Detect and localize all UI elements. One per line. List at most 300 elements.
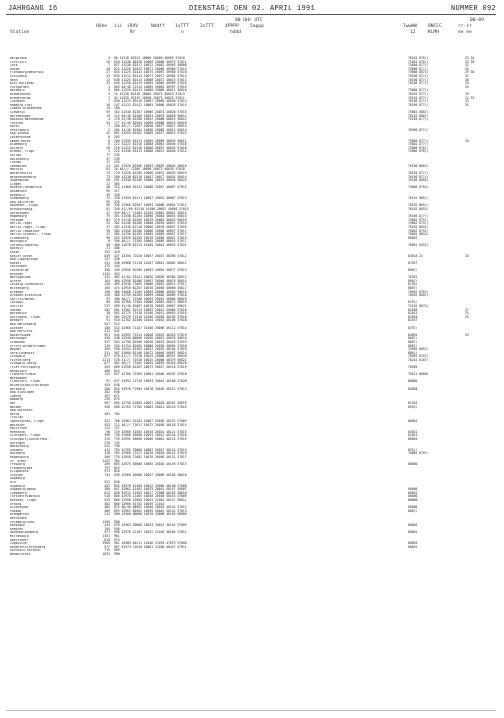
period-label: 00-09 (470, 18, 484, 23)
obs-groups: 836 42960 40000 10057 20009 40148 58010 (114, 472, 187, 477)
obs-groups: 406 (114, 246, 120, 251)
obs-groups: 379 41740 82205 10079 20081 40053 56019 (114, 217, 187, 222)
station-name: Dresden (10, 290, 24, 294)
station-height: 21 (106, 163, 110, 168)
issue-number: NUMMER 092 (450, 5, 496, 13)
extra-groups: 28 (465, 138, 469, 143)
obs-groups: 967 42974 21610 10061 21020 48447 57011 (114, 544, 187, 549)
obs-groups: 180 46/// 72507 10090 20077 40027 56014 (114, 124, 187, 129)
weather-groups: 76342 (408, 275, 418, 280)
station-name: Mannheim (10, 430, 25, 434)
weather-groups: 76062 8652/ (408, 232, 429, 237)
station-name: Köln/Bonn, Flugh. (10, 315, 42, 319)
extra-groups: 29 (465, 81, 469, 86)
station-name: Meiningen (10, 337, 27, 341)
station-height: 77 (106, 153, 110, 158)
station-name: Trollay (10, 416, 24, 420)
weather-groups: 76062 8752/ (408, 228, 429, 233)
weather-groups: 8607/ (408, 268, 418, 273)
station-height: 356 (104, 268, 110, 273)
weather-groups: 80000 (408, 379, 418, 384)
obs-groups: 532 42960 72107 10108 20056 40112 57014 (114, 325, 187, 330)
station-height: 42 (106, 131, 110, 136)
obs-groups: 515 (114, 321, 120, 326)
station-name: Fichtelberg (10, 358, 31, 362)
station-name: Neubulach (10, 369, 27, 373)
obs-groups: 552 42756 82506 10030 20023 48416 57019 (114, 339, 187, 344)
station-name: Feldberg/Schw. (10, 520, 37, 524)
obs-groups: 383 41346 82110 10086 20070 40057 57016 (114, 224, 187, 229)
weather-groups: 80000 (408, 494, 418, 499)
obs-groups: 875 40/40 08902 10048 20033 40142 57012 (114, 505, 187, 510)
obs-groups: 022 41220 82622 10071 20066 40960 57012 (114, 66, 187, 71)
station-height: 67 (106, 314, 110, 319)
weather-groups: 87037 (408, 260, 418, 265)
station-name: List/Sylt (10, 60, 27, 64)
weather-groups: 84032 (408, 332, 418, 337)
obs-groups: 317 (114, 188, 120, 193)
obs-groups: 496 42760 72304 10086 20062 40072 58019 (114, 300, 187, 305)
obs-groups: 750 (114, 444, 120, 449)
station-height: 734 (104, 472, 110, 477)
station-name: Kiel-Holtenau (10, 82, 35, 86)
station-height: 202 (104, 307, 110, 312)
station-height: 973 (104, 469, 110, 474)
station-height: 16 (106, 102, 110, 107)
extra-groups: 29 (465, 91, 469, 96)
obs-groups: 490 46/// 72206 10093 20051 40080 58019 (114, 296, 187, 301)
station-height: 363 (104, 411, 110, 416)
station-name: Angermünde (10, 179, 29, 183)
station-height: 937 (104, 339, 110, 344)
extra-groups: 25 34 (465, 56, 475, 60)
station-name: Nörvenich (10, 312, 27, 316)
station-height: 480 (104, 368, 110, 373)
station-name: Seehausen (10, 164, 27, 168)
station-height: 7 (108, 124, 110, 129)
obs-groups: 688 42763 71705 10083 20011 40116 57015 (114, 404, 187, 409)
station-height: 276 (104, 440, 110, 445)
obs-groups: 382 41346 82206 10080 20070 40057 57019 (114, 221, 187, 226)
extra-groups: 35 (465, 66, 469, 71)
footer-rule (6, 710, 496, 711)
obs-groups: 035 41212 82414 10077 20071 40984 57013 (114, 73, 187, 78)
station-name: Berus (10, 412, 20, 416)
station-name: Karlsruhe (10, 427, 27, 431)
station-name: Hannover, Flugh. (10, 204, 40, 208)
weather-groups: 81501 (408, 401, 418, 405)
obs-groups: 838 (114, 480, 120, 485)
station-height: 877 (104, 354, 110, 359)
station-height: 239 (104, 397, 110, 402)
obs-groups: 177 41/40 82504 10090 20068 40015 56016 (114, 120, 187, 125)
obs-groups: 338 41560 82507 10093 20066 40054 57012 (114, 203, 187, 208)
obs-groups: 066 41225 82413 10080 20069 40011 56016 (114, 88, 187, 93)
obs-groups: 671 (114, 393, 120, 398)
weather-groups: 8/03/ (408, 282, 418, 287)
extra-groups: 29 36 (465, 70, 475, 75)
obs-groups: 046 41250 82415 10085 20064 40989 57016 (114, 81, 187, 86)
station-name: Cuxhaven (10, 100, 25, 104)
station-height: 47 (106, 210, 110, 215)
obs-groups: 253 (114, 160, 120, 165)
station-name: Wiesbaden (10, 376, 27, 380)
weather-groups: 8607/ (408, 286, 418, 290)
weather-groups: 80003 (408, 541, 418, 546)
obs-groups: 460 42956 82406 10097 20048 40076 56015 (114, 278, 187, 283)
station-name: Neubrandenburg (10, 175, 37, 179)
station-height: 839 (104, 253, 110, 258)
station-name: Dresden-Klotzsche (10, 294, 42, 298)
station-height: 6 (108, 135, 110, 140)
station-name: Weiden (10, 405, 22, 409)
station-name: Hof (10, 402, 16, 405)
station-name: Passau (10, 509, 22, 513)
obs-groups: 803 42975 50000 10065 20020 40149 57013 (114, 462, 187, 467)
station-name: Weimar (10, 348, 22, 352)
station-height: 413 (104, 447, 110, 452)
station-height: 315 (104, 436, 110, 441)
station-height: 529 (104, 498, 110, 503)
station-name: Barth (10, 125, 20, 129)
weather-groups: 76166 877// (408, 77, 429, 82)
station-name: Coburg (10, 394, 22, 398)
weather-groups: 76165 877// (408, 171, 429, 175)
station-height: 623 (104, 490, 110, 495)
station-name: Teterow (10, 121, 24, 125)
obs-groups: 858 42915 51903 10017 21008 40163 58010 (114, 490, 187, 495)
obs-groups: 544 42955 72314 10040 20025 48416 57019 (114, 332, 187, 337)
col-sub-12: 12 (410, 30, 416, 35)
station-height: 50 (106, 228, 110, 233)
station-height: 95 (106, 199, 110, 204)
obs-groups: 361 41540 82204 10098 20083 40054 56015 (114, 214, 187, 219)
extra-groups: 30 (465, 77, 469, 82)
station-height: 7 (108, 95, 110, 100)
station-height: 282 (104, 390, 110, 395)
weather-groups: 76162 8887/ (408, 113, 429, 118)
station-name: Hamburg-Fuhl. (10, 103, 35, 107)
station-height: 567 (104, 401, 110, 405)
station-height: 231 (104, 260, 110, 265)
obs-groups: 866 42950 42005 10043 21002 40147 58011 (114, 498, 187, 503)
station-name: Emden-Hafen (10, 139, 31, 143)
obs-groups: 727 (114, 426, 120, 431)
weather-groups: 75866 876// (408, 145, 429, 150)
station-name: Essen (10, 251, 20, 255)
weather-groups: 80001 (408, 530, 418, 535)
weather-groups: 80001 (408, 544, 418, 549)
station-name: Lingen (10, 182, 22, 186)
date-label: DIENSTAG; DEN 02. APRIL 1991 (188, 5, 316, 13)
station-height: 877 (104, 361, 110, 366)
obs-groups: 685 42758 61805 10057 20020 40107 58019 (114, 401, 187, 405)
obs-groups: 170 41/40 82306 10092 20066 40015 58012 (114, 117, 187, 122)
station-height: 1490 (102, 519, 110, 524)
station-height: 318 (104, 451, 110, 456)
obs-groups: 315 41460 83312 10088 20047 40067 57015 (114, 185, 187, 190)
station-height: 112 (104, 426, 110, 431)
weather-groups: 75862 8887/ (408, 109, 429, 114)
obs-groups: 385 41756 82105 10085 20083 40057 57017 (114, 232, 187, 237)
obs-groups: 474 42950 82207 10076 20056 40060 56017 (114, 286, 187, 290)
weather-groups: 70505 (408, 365, 418, 370)
station-height: 40 (106, 242, 110, 247)
station-name: Nordholz (10, 89, 25, 93)
station-name: Lüchow (10, 161, 22, 165)
obs-groups: 542 (114, 329, 120, 334)
obs-groups: 900 42960 00000 10070 20008 40163 58005 (114, 512, 187, 517)
station-name: Würzburg (10, 387, 25, 391)
station-name: Bad Lippspringe (10, 258, 38, 262)
station-name: Konstanz (10, 524, 25, 528)
station-height: 56 (106, 178, 110, 183)
station-height: 265 (104, 365, 110, 370)
station-name: Aachen (10, 308, 22, 312)
obs-groups: 555 42754 82605 10080 20036 40094 57018 (114, 343, 187, 348)
station-height: 98 (106, 235, 110, 240)
obs-groups: 235 (114, 153, 120, 158)
obs-groups: 868 42966 61702 10039 21014 (114, 501, 165, 506)
station-height: 1832 (102, 551, 110, 556)
extra-groups: 21 35 (465, 95, 475, 100)
station-name: Schöneberg (10, 197, 29, 201)
obs-groups: 729 42960 51504 10070 20024 40121 57015 (114, 429, 187, 434)
col-ppp: 4PPPP (225, 24, 239, 29)
station-height: 453 (104, 383, 110, 388)
station-height: 396 (104, 433, 110, 438)
station-height: 97 (106, 296, 110, 301)
extra-groups: 23 36 (465, 59, 475, 64)
extra-groups: 27 (465, 307, 469, 312)
station-height: 357 (104, 393, 110, 398)
weather-groups: 8707/ (408, 325, 418, 330)
weather-groups: 8791/ (408, 300, 418, 305)
station-name: Waren/Müritz (10, 172, 33, 175)
weather-groups: 8553/ (408, 404, 418, 409)
obs-groups: 855 42970 61405 10022 20006 40148 57008 (114, 483, 187, 488)
weather-groups: 70062 8707/ (408, 451, 429, 456)
station-height: 220 (104, 293, 110, 298)
weather-groups: 71052 876// (408, 59, 429, 64)
station-height: 264 (104, 347, 110, 352)
station-height: 518 (104, 494, 110, 499)
station-name: Altenstadt (10, 506, 29, 510)
station-name: Kassel (10, 261, 22, 265)
col-station: Station (10, 30, 30, 35)
station-height: 91 (106, 379, 110, 384)
station-height: 37 (106, 224, 110, 229)
weather-groups: 80000 (408, 487, 418, 492)
station-height: 366 (104, 454, 110, 459)
obs-groups: 582 46/// 72402 10055 20039 48416 56020 (114, 361, 187, 366)
weather-groups: 76166 8602/ (408, 178, 429, 183)
weather-groups: 875// (408, 447, 418, 452)
obs-groups: 162 41340 82307 10086 20073 40028 57015 (114, 109, 187, 114)
col-sub-rr: Rr (130, 30, 136, 35)
obs-groups: 218 41322 82316 10086 20072 40034 57016 (114, 145, 187, 150)
station-height: 95 (106, 188, 110, 193)
obs-groups: 444 (114, 264, 120, 269)
station-height: 1301 (102, 533, 110, 538)
station-name: Augsburg/Donau (10, 488, 37, 492)
station-height: 81 (106, 217, 110, 222)
station-height: 56 (106, 203, 110, 208)
weather-groups: 83618 21 (408, 253, 423, 258)
station-height: 22 (106, 181, 110, 186)
station-height: 8 (108, 138, 110, 143)
extra-groups: 25 (465, 314, 469, 319)
station-height: 186 (104, 325, 110, 330)
weather-groups: 80001 (408, 490, 418, 495)
weather-groups: 70562 8157/ (408, 354, 429, 359)
station-height: 150 (104, 289, 110, 294)
station-name: Zinnwald-Georg. (10, 362, 38, 366)
obs-groups: 637 42760 72305 10081 20040 40107 57018 (114, 372, 187, 377)
station-name: Leipzig-Schkeuditz (10, 283, 44, 287)
obs-groups: 739 42955 50000 10066 20001 40124 57015 (114, 436, 187, 441)
station-height: 409 (104, 508, 110, 513)
station-name: Wernigerode (10, 276, 31, 280)
obs-groups: 438 42960 72110 10107 20041 40082 56012 (114, 260, 187, 265)
station-name: Regensburg (10, 455, 29, 459)
obs-groups: 027 41230 82517 10072 20052 40983 58008 (114, 63, 187, 68)
weather-groups: 76166 877// (408, 81, 429, 86)
weather-groups: 76162 885// (408, 196, 429, 201)
obs-groups: 712 46/// 72617 10072 20036 40118 57013 (114, 422, 187, 427)
weather-groups: 76366 877// (408, 127, 429, 132)
obs-groups: 578 41/// 72518 10025 20006 48379 56022 (114, 357, 187, 362)
station-name: Helgoland (10, 57, 27, 60)
obs-groups: 501 42981 52314 10092 20012 40066 57016 (114, 307, 187, 312)
obs-groups: 200 41335 82411 10085 20069 40033 58011 (114, 138, 187, 143)
obs-groups: 359 46/// 72404 10105 20061 40051 56013 (114, 210, 187, 215)
weather-groups: 75862 877// (408, 142, 429, 147)
station-name: Schmücke (10, 340, 25, 344)
weather-groups: 82810 (408, 314, 418, 319)
obs-groups: 030 41225 82416 10087 20069 40026 57013 (114, 99, 187, 104)
weather-groups: 75866 87/// (408, 66, 429, 71)
extra-groups: 31 (465, 73, 469, 78)
weather-groups: 72162 8672/ (408, 303, 429, 308)
obs-groups: 280 41230 82310 10087 20077 40026 56014 (114, 174, 187, 179)
obs-groups: 091 41355 82302 10089 20077 40015 57015 (114, 131, 187, 136)
station-name: Berlin-Schönef., Flugh. (10, 233, 53, 237)
station-height: 4 (108, 117, 110, 122)
obs-groups: 637 42952 11710 10093 20041 40108 57020 (114, 379, 187, 384)
obs-groups: 203 (114, 135, 120, 140)
weather-groups: 8807/ (408, 343, 418, 348)
station-height: 140 (104, 282, 110, 287)
weather-groups: 81021 (408, 433, 418, 438)
weather-groups: 80002 (408, 523, 418, 528)
station-name: Bad Kissingen (10, 391, 35, 395)
station-name: Erding (10, 502, 22, 506)
obs-groups: 55 41539 82319 10090 20075 40025 57011 (114, 95, 185, 100)
weather-groups: 76166 877// (408, 102, 429, 107)
obs-groups: 488 41759 82205 10099 20048 40089 57018 (114, 293, 187, 298)
station-height: 3 (108, 149, 110, 154)
obs-groups: 449 42950 82505 10092 20054 40077 57013 (114, 268, 187, 273)
station-name: Marnitz (10, 168, 24, 172)
weather-groups: 886// (408, 350, 418, 355)
station-height: 237 (104, 303, 110, 308)
obs-groups: 958 42970 22107 10022 21016 40164 57011 (114, 530, 187, 535)
station-height: 1 (108, 84, 110, 89)
station-height: 212 (104, 512, 110, 517)
station-height: 81 (106, 167, 110, 172)
station-name: Kahler Asten (10, 254, 33, 258)
station-name: Berlin-Tegel, Flugh. (10, 225, 48, 229)
station-height: 405 (104, 505, 110, 510)
extra-groups: 33 (465, 253, 469, 258)
weather-groups: 76162 877// (408, 95, 429, 100)
station-name: Fürstenfeldbruck (10, 495, 40, 499)
station-name: Bad Salzuflen (10, 200, 35, 204)
station-height: 380 (104, 487, 110, 492)
station-name: Osnabrück (10, 189, 27, 193)
obs-groups: 384 41556 82206 10086 20068 40057 57017 (114, 228, 187, 233)
station-name: Mittenwald (10, 534, 29, 538)
station-name: Stuttgart/Schnarrenb. (10, 437, 50, 441)
station-height: 705 (104, 526, 110, 531)
station-height: 212 (104, 329, 110, 334)
station-name: Bocholt (10, 247, 24, 251)
obs-groups: 980 (114, 551, 120, 556)
obs-groups: 222 41222 82316 10080 20061 40040 57016 (114, 142, 187, 147)
col-rr: rr-rr (458, 24, 472, 29)
col-ww: 7wwWW (403, 24, 417, 29)
obs-groups: 658 (114, 390, 120, 395)
station-height: 9 (108, 88, 110, 93)
obs-groups: 609 41950 82207 10073 20027 40110 57019 (114, 365, 187, 370)
station-name: Leinefelde (10, 269, 29, 273)
station-name: Berlin-Tempelhof (10, 229, 40, 233)
weather-groups: 81036 (408, 307, 418, 312)
obs-groups: 763 42966 72217 10070 20028 40125 57019 (114, 451, 187, 456)
station-height: 522 (104, 480, 110, 485)
obs-groups: 961 42989 40211 11046 21070 47073 57008 (114, 541, 187, 546)
weather-groups: 82537 (408, 318, 418, 323)
station-name: Ulm (10, 481, 16, 485)
obs-groups: 396 46/// 72205 10085 20085 40055 57017 (114, 239, 187, 244)
station-name: Cottbus (10, 301, 24, 305)
weather-groups: 75862 875// (408, 221, 429, 226)
obs-groups: 675 (114, 397, 120, 402)
obs-groups: 453 (114, 271, 120, 276)
station-height: 316 (104, 343, 110, 348)
weather-groups: 75862 875// (408, 217, 429, 222)
obs-groups: 020 41230 80420 10069 20060 40975 57011 (114, 59, 187, 64)
station-name: Münster/Osnabrück (10, 186, 42, 190)
station-name: Neuruppin (10, 240, 27, 244)
station-name: Göttingen (10, 265, 27, 269)
station-name: Bremervörde (10, 96, 31, 100)
station-name: Boltenhagen (10, 114, 31, 118)
station-name: Leck (10, 64, 18, 68)
station-name: Wasserkuppe (10, 333, 31, 337)
station-name: Wasserburg (10, 445, 29, 449)
weather-groups: 80000 (408, 498, 418, 503)
station-height: 164 (104, 278, 110, 283)
weather-groups: 76162 877// (408, 91, 429, 96)
station-height: 1213 (102, 357, 110, 362)
station-name: Klippeneck (10, 470, 29, 474)
weather-groups: 76162 876// (408, 56, 429, 60)
station-height: 96 (106, 429, 110, 434)
station-name: Schleswig (10, 74, 27, 78)
weather-groups: 76062 8452/ (408, 242, 429, 247)
